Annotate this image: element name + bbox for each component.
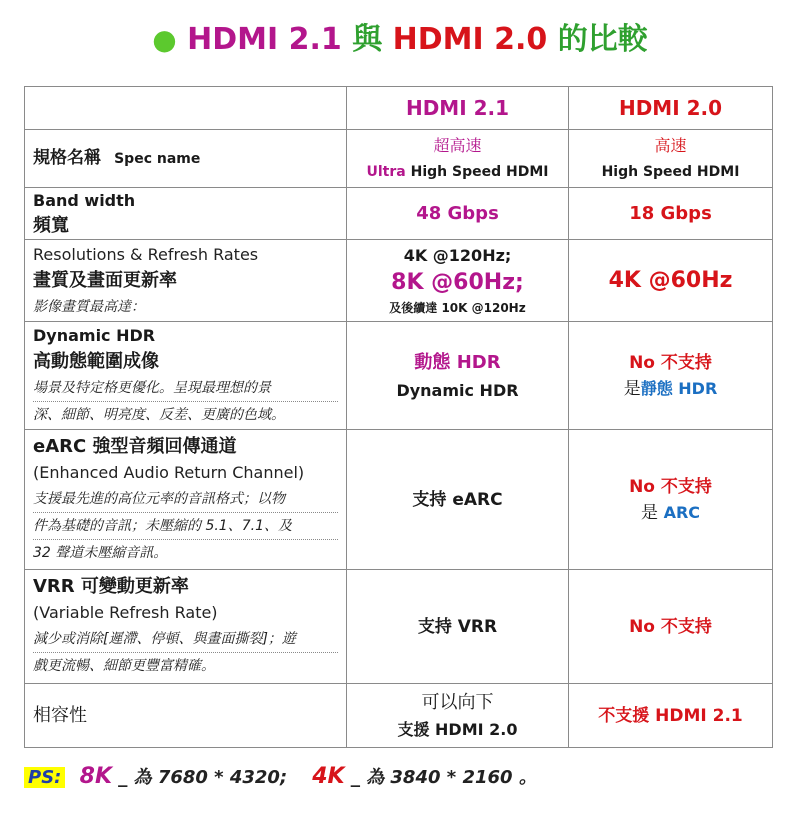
resolution-label-en: Resolutions & Refresh Rates bbox=[33, 244, 259, 264]
ps-8k-text: _ 為 7680 * 4320; bbox=[118, 767, 288, 788]
earc-note-3: 32 聲道未壓縮音訊。 bbox=[33, 544, 168, 561]
vrr-label-en: (Variable Refresh Rate) bbox=[33, 603, 218, 622]
hdr-hdmi20-prefix: 是 bbox=[623, 378, 641, 399]
vrr-note-2: 戲更流暢、細節更豐富精確。 bbox=[33, 658, 215, 674]
vrr-label-cell bbox=[25, 570, 347, 684]
title-hdmi21: HDMI 2.1 bbox=[187, 22, 342, 57]
resolution-hdmi21-4k: 4K @120Hz; bbox=[403, 245, 512, 265]
hdr-hdmi20-static: 靜態 HDR bbox=[640, 378, 718, 398]
comparison-table bbox=[24, 86, 773, 748]
resolution-label-cell bbox=[25, 240, 347, 322]
title-vs: 與 bbox=[352, 22, 383, 57]
header-hdmi21: HDMI 2.1 bbox=[347, 87, 569, 130]
bullet-icon: ● bbox=[152, 23, 177, 56]
vrr-label-title: VRR 可變動更新率 bbox=[33, 576, 189, 597]
hdr-note-1: 場景及特定格更優化。呈現最理想的景 bbox=[33, 375, 338, 402]
compat-hdmi21-line1: 可以向下 bbox=[421, 691, 494, 713]
footer-note bbox=[24, 763, 772, 791]
compat-hdmi21-line2: 支援 HDMI 2.0 bbox=[397, 719, 518, 739]
header-row bbox=[25, 87, 773, 130]
hdr-hdmi20-no: No 不支持 bbox=[629, 352, 712, 373]
earc-label-title: eARC 強型音頻回傳通道 bbox=[33, 435, 237, 457]
header-blank-cell bbox=[25, 87, 347, 130]
earc-label-en: (Enhanced Audio Return Channel) bbox=[33, 462, 305, 482]
hdr-hdmi21-en: Dynamic HDR bbox=[396, 380, 519, 400]
earc-label-cell bbox=[25, 430, 347, 570]
spec-label-zh: 規格名稱 bbox=[33, 148, 101, 168]
spec-hdmi20-cell bbox=[569, 130, 773, 188]
resolution-label-zh: 畫質及畫面更新率 bbox=[33, 269, 177, 291]
compat-hdmi21-cell bbox=[347, 684, 569, 748]
spec-label-en: Spec name bbox=[114, 151, 201, 167]
compat-label: 相容性 bbox=[33, 704, 87, 726]
resolution-hdmi21-8k: 8K @60Hz; bbox=[391, 269, 524, 295]
spec-hdmi20-zh: 高速 bbox=[654, 135, 687, 155]
spec-hdmi21-cell bbox=[347, 130, 569, 188]
earc-hdmi21: 支持 eARC bbox=[347, 430, 569, 570]
ps-8k: 8K bbox=[79, 764, 112, 789]
resolution-hdmi21-10k: 及後續達 10K @120Hz bbox=[389, 300, 526, 315]
spec-hdmi21-en: High Speed HDMI bbox=[405, 163, 549, 180]
title-hdmi20: HDMI 2.0 bbox=[392, 22, 548, 57]
row-bandwidth bbox=[25, 188, 773, 240]
vrr-hdmi21: 支持 VRR bbox=[347, 570, 569, 684]
spec-label-cell bbox=[25, 130, 347, 188]
hdr-label-en: Dynamic HDR bbox=[33, 326, 156, 345]
spec-hdmi21-zh: 超高速 bbox=[433, 135, 482, 155]
page-title bbox=[0, 20, 800, 60]
earc-hdmi20-cell bbox=[569, 430, 773, 570]
vrr-hdmi20: No 不支持 bbox=[569, 570, 773, 684]
hdr-label-zh: 高動態範圍成像 bbox=[33, 351, 159, 372]
row-resolution bbox=[25, 240, 773, 322]
ps-label: PS: bbox=[24, 767, 65, 788]
vrr-note-1: 減少或消除[遲滯、停頓、與畫面撕裂]；遊 bbox=[33, 626, 338, 653]
row-spec-name bbox=[25, 130, 773, 188]
bandwidth-label-en: Band width bbox=[33, 190, 136, 210]
row-vrr bbox=[25, 570, 773, 684]
spec-hdmi21-ultra: Ultra bbox=[366, 163, 406, 180]
spec-hdmi20-en: High Speed HDMI bbox=[601, 163, 740, 180]
row-earc bbox=[25, 430, 773, 570]
resolution-hdmi21-cell bbox=[347, 240, 569, 322]
title-suffix: 的比較 bbox=[557, 22, 648, 57]
earc-hdmi20-prefix: 是 bbox=[640, 502, 658, 523]
bandwidth-label-zh: 頻寬 bbox=[33, 214, 69, 236]
bandwidth-hdmi21: 48 Gbps bbox=[347, 188, 569, 240]
header-hdmi20: HDMI 2.0 bbox=[569, 87, 773, 130]
ps-4k: 4K bbox=[312, 764, 345, 789]
compat-hdmi20: 不支援 HDMI 2.1 bbox=[569, 684, 773, 748]
earc-note-1: 支援最先進的高位元率的音訊格式；以物 bbox=[33, 486, 338, 513]
earc-note-2: 件為基礎的音訊；未壓縮的 5.1、7.1、及 bbox=[33, 513, 338, 540]
hdr-hdmi21-cell bbox=[347, 322, 569, 430]
hdr-hdmi21-zh: 動態 HDR bbox=[414, 351, 501, 373]
bandwidth-label-cell bbox=[25, 188, 347, 240]
earc-hdmi20-arc: ARC bbox=[663, 502, 701, 522]
ps-4k-text: _ 為 3840 * 2160 。 bbox=[350, 767, 537, 788]
row-compat bbox=[25, 684, 773, 748]
hdr-note-2: 深、細節、明亮度、反差、更廣的色域。 bbox=[33, 407, 285, 423]
bandwidth-hdmi20: 18 Gbps bbox=[569, 188, 773, 240]
compat-label-cell bbox=[25, 684, 347, 748]
hdr-label-cell bbox=[25, 322, 347, 430]
earc-hdmi20-no: No 不支持 bbox=[629, 476, 712, 497]
resolution-hdmi20: 4K @60Hz bbox=[569, 240, 773, 322]
resolution-note: 影像畫質最高達： bbox=[33, 298, 145, 315]
row-hdr bbox=[25, 322, 773, 430]
hdr-hdmi20-cell bbox=[569, 322, 773, 430]
